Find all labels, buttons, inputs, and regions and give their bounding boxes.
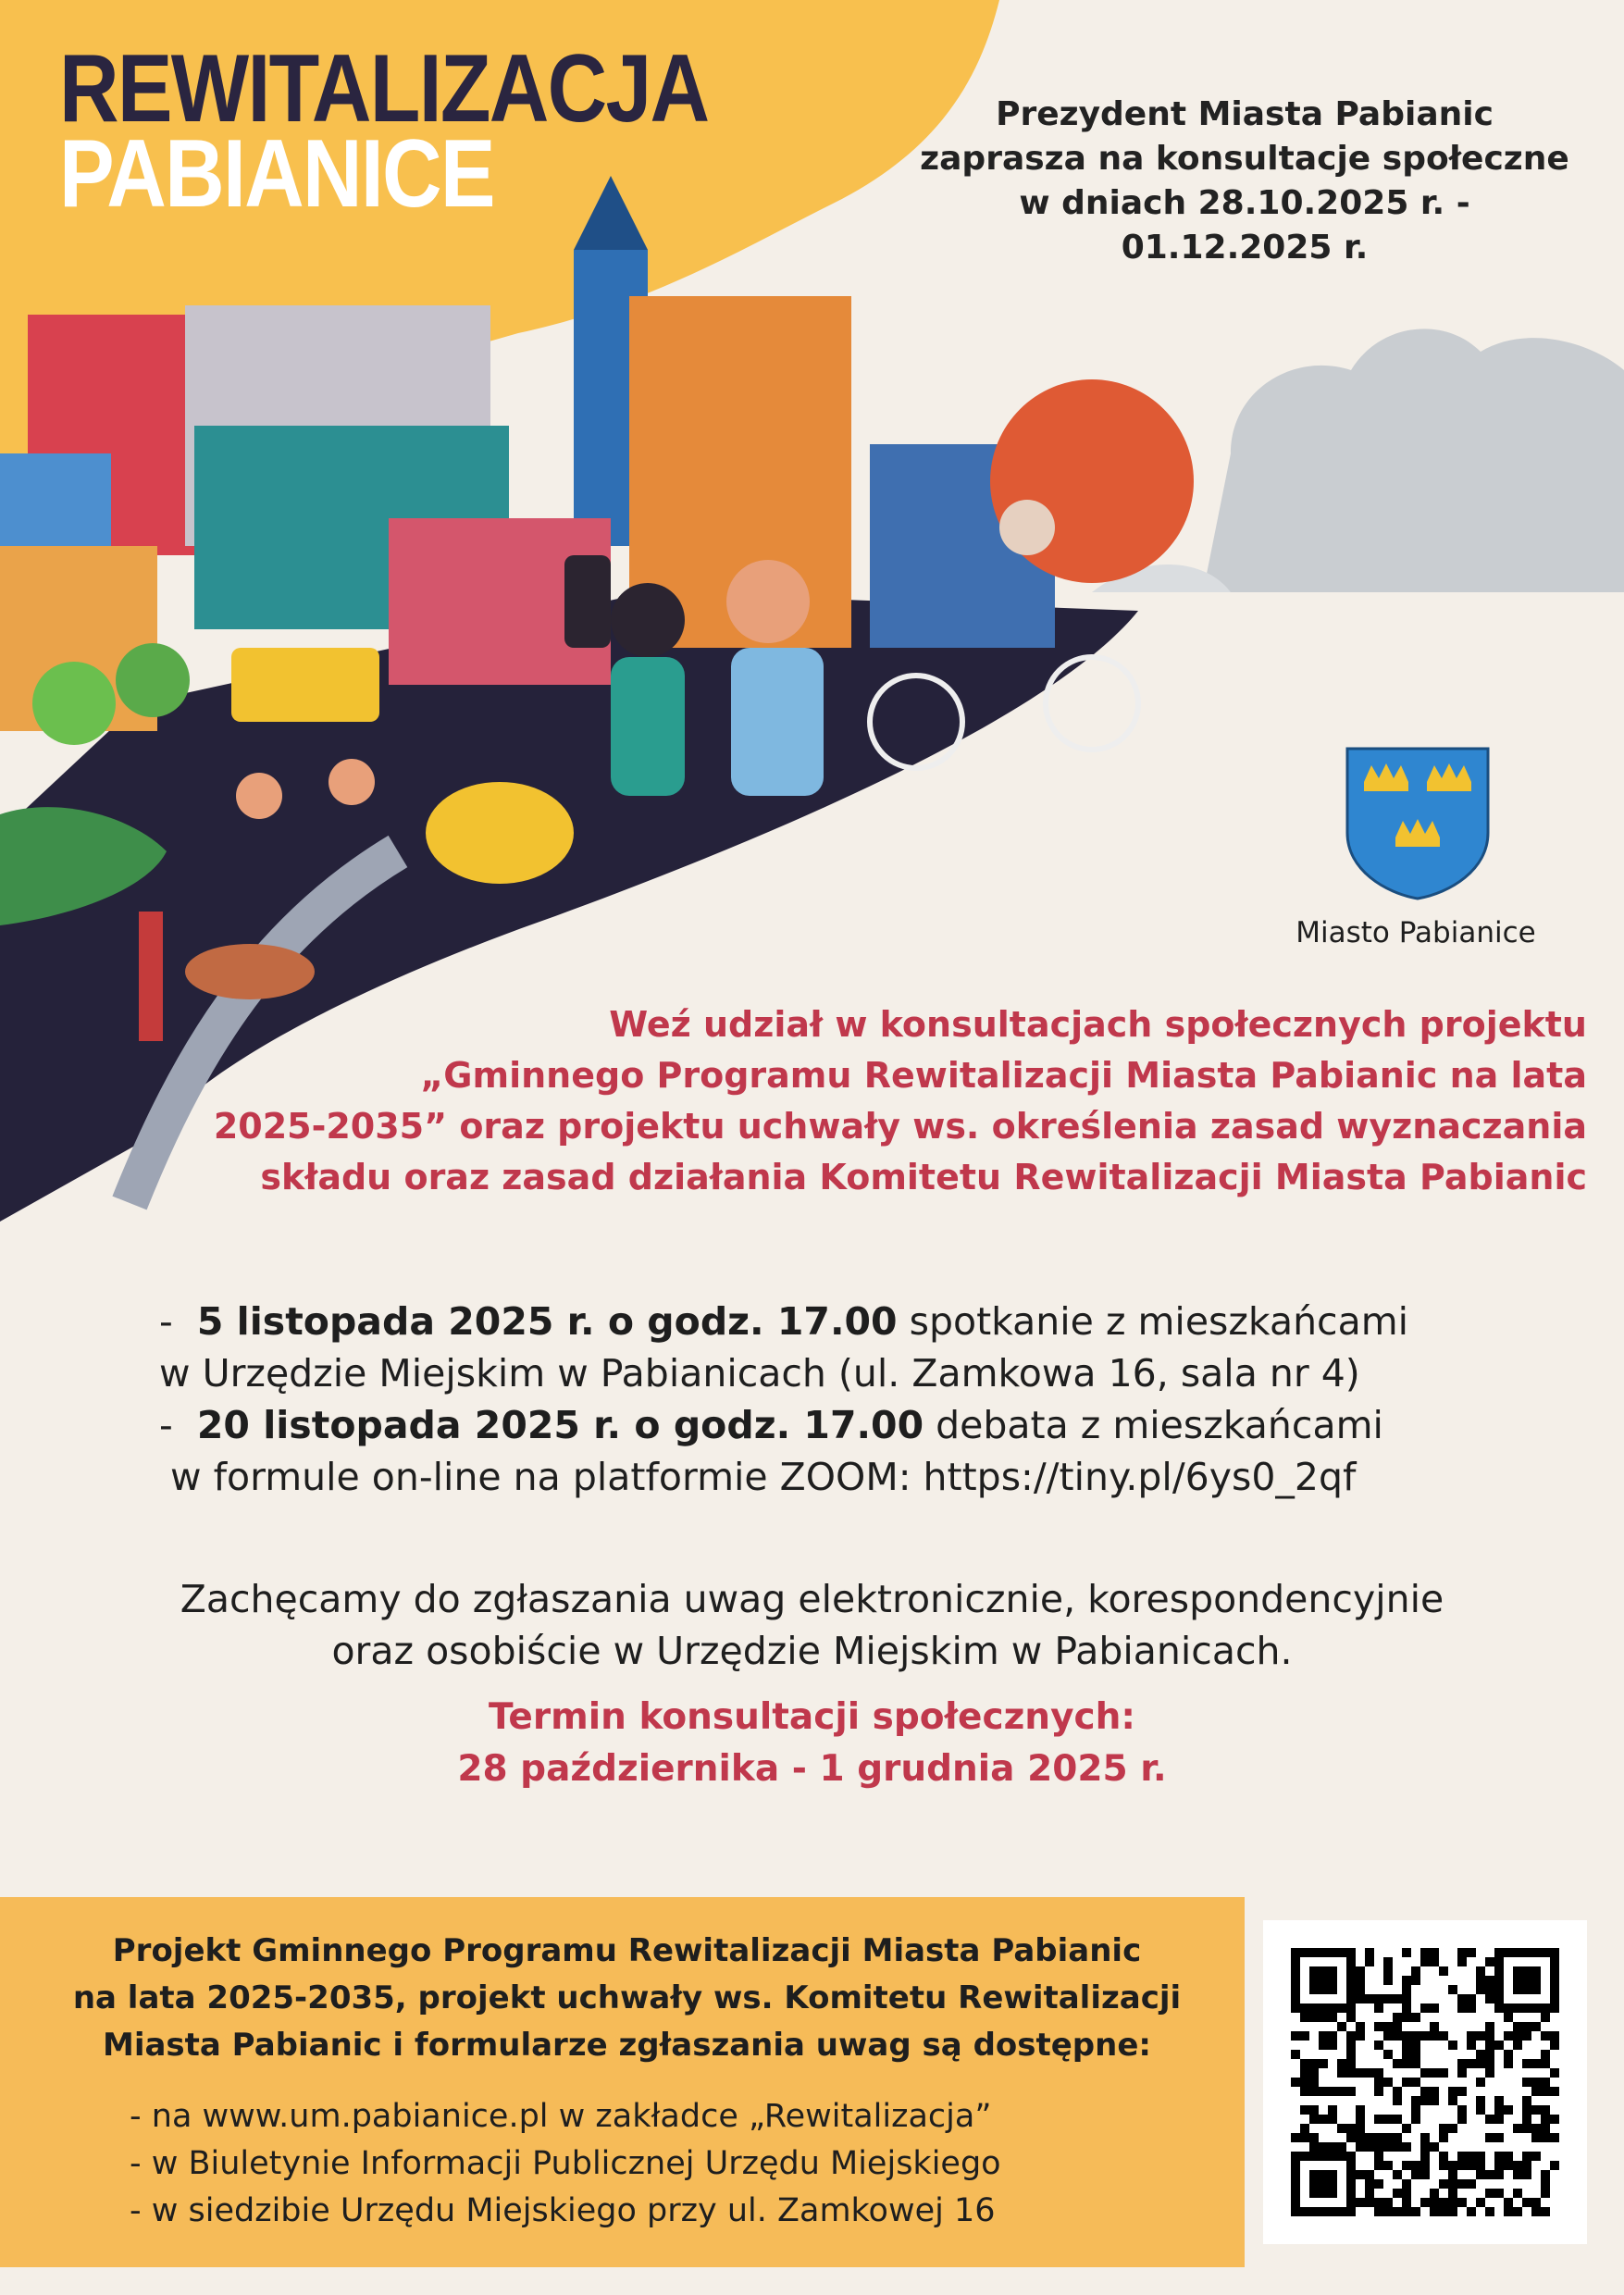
title-line-2: PABIANICE [59, 120, 494, 228]
dash: - [159, 1299, 173, 1344]
meetings-list [159, 1296, 1501, 1503]
headline-line: składu oraz zasad działania Komitetu Rewitalizacji Miasta Pabianic [260, 1157, 1587, 1197]
availability-title-line: Projekt Gminnego Programu Rewitalizacji Miasta Pabianic [112, 1932, 1142, 1969]
tram [231, 648, 379, 722]
invitation-text [911, 93, 1578, 270]
man-head [726, 560, 810, 643]
qr-code[interactable] [1263, 1920, 1587, 2244]
stroller [426, 782, 574, 884]
tree-green-mid [116, 643, 190, 717]
availability-title [28, 1928, 1226, 2069]
dog [185, 944, 315, 999]
meeting-desc: spotkanie z mieszkańcami [897, 1299, 1409, 1344]
meeting-desc: debata z mieszkańcami [924, 1403, 1383, 1447]
dash: - [159, 1403, 173, 1447]
availability-item: - w siedzibie Urzędu Miejskiego przy ul. Zamkowej 16 [130, 2192, 996, 2229]
deadline [56, 1692, 1568, 1795]
availability-item: - na www.um.pabianice.pl w zakładce „Rewitalizacja” [130, 2098, 992, 2135]
child2-head [329, 759, 375, 805]
invitation-line: w dniach 28.10.2025 r. - 01.12.2025 r. [1019, 184, 1470, 267]
availability-title-line: Miasta Pabianic i formularze zgłaszania uwag są dostępne: [102, 2027, 1152, 2064]
meeting-date: 20 listopada 2025 r. o godz. 17.00 [196, 1403, 924, 1447]
meeting-2-location: w formule on-line na platformie ZOOM: https://tiny.pl/6ys0_2qf [170, 1455, 1357, 1499]
coat-of-arms-label: Miasto Pabianice [1295, 916, 1536, 949]
invitation-line: Prezydent Miasta Pabianic [996, 95, 1494, 133]
availability-title-line: na lata 2025-2035, projekt uchwały ws. Komitetu Rewitalizacji [72, 1979, 1182, 2016]
encourage-line: oraz osobiście w Urzędzie Miejskim w Pabianicach. [331, 1629, 1293, 1673]
encourage-text [56, 1573, 1568, 1677]
invitation-line: zaprasza na konsultacje społeczne [920, 140, 1569, 178]
availability-item: - w Biuletynie Informacji Publicznej Urzędu Miejskiego [130, 2145, 1001, 2182]
woman-body [611, 657, 685, 796]
headline [139, 999, 1587, 1203]
headline-line: 2025-2035” oraz projektu uchwały ws. określenia zasad wyznaczania [213, 1106, 1587, 1147]
man-body [731, 648, 824, 796]
deadline-label: Termin konsultacji społecznych: [489, 1696, 1135, 1738]
meeting-date: 5 listopada 2025 r. o godz. 17.00 [196, 1299, 898, 1344]
child1-head [236, 773, 282, 819]
meeting-1 [159, 1296, 1501, 1347]
traffic-light [564, 555, 611, 648]
bike-wheel-front [1046, 657, 1138, 750]
meeting-2 [159, 1399, 1501, 1451]
headline-line: Weź udział w konsultacjach społecznych projektu [609, 1004, 1587, 1045]
cloud-shape [1203, 329, 1624, 592]
tree-green-left [32, 662, 116, 745]
qr-code-icon [1263, 1920, 1587, 2244]
woman-head [611, 583, 685, 657]
headline-line: „Gminnego Programu Rewitalizacji Miasta Pabianic na lata [420, 1055, 1587, 1096]
cyclist-head [999, 500, 1055, 555]
encourage-line: Zachęcamy do zgłaszania uwag elektronicznie, korespondencyjnie [180, 1577, 1444, 1621]
availability-list [130, 2093, 1221, 2235]
title-line-1: REWITALIZACJA [59, 35, 709, 143]
meeting-1-location: w Urzędzie Miejskim w Pabianicach (ul. Zamkowa 16, sala nr 4) [159, 1351, 1360, 1396]
deadline-dates: 28 października - 1 grudnia 2025 r. [457, 1748, 1167, 1790]
coat-of-arms-icon [1344, 745, 1492, 902]
